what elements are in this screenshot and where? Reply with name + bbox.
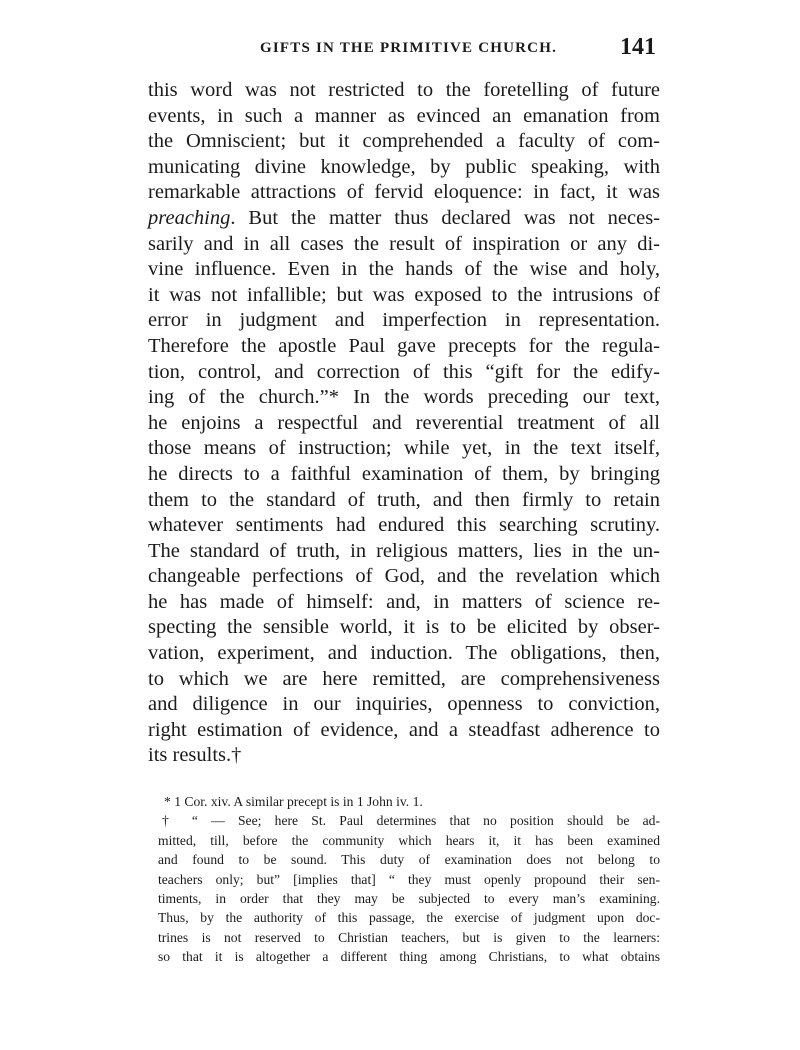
text-line: changeable perfections of God, and the revelation which [148, 565, 660, 588]
text-line: remarkable attractions of fervid eloquence: in fact, it was [148, 181, 660, 204]
body-text [148, 78, 660, 769]
footnote-line: Thus, by the authority of this passage, the exercise of judgment upon doc- [158, 910, 660, 926]
text-line: sarily and in all cases the result of inspiration or any di- [148, 232, 660, 255]
text-line: vine influence. Even in the hands of the wise and holy, [148, 258, 660, 281]
footnote-line: and found to be sound. This duty of examination does not belong to [158, 852, 660, 868]
footnote-line: † “ — See; here St. Paul determines that no position should be ad- [162, 813, 660, 829]
text-line: and diligence in our inquiries, openness to conviction, [148, 693, 660, 716]
text-line: he directs to a faithful examination of them, by bringing [148, 462, 660, 485]
text-line: events, in such a manner as evinced an emanation from [148, 104, 660, 127]
footnote-line: so that it is altogether a different thing among Christians, to what obtains [158, 949, 660, 965]
text-line: error in judgment and imperfection in representation. [148, 309, 660, 332]
text-line: ing of the church.”* In the words preceding our text, [148, 386, 660, 409]
footnote-line: * 1 Cor. xiv. A similar precept is in 1 John iv. 1. [164, 794, 423, 809]
text-line: tion, control, and correction of this “gift for the edify- [148, 360, 660, 383]
text-line: the Omniscient; but it comprehended a faculty of com- [148, 130, 660, 153]
footnote-line: trines is not reserved to Christian teachers, but is given to the learners: [158, 929, 660, 945]
text-line: preaching. But the matter thus declared was not neces- [148, 206, 660, 229]
running-head [148, 34, 660, 64]
text-line: right estimation of evidence, and a steadfast adherence to [148, 718, 660, 741]
text-line: he enjoins a respectful and reverential treatment of all [148, 411, 660, 434]
running-title: GIFTS IN THE PRIMITIVE CHURCH. [260, 40, 558, 56]
text-line: Therefore the apostle Paul gave precepts for the regula- [148, 334, 660, 357]
text-line: municating divine knowledge, by public speaking, with [148, 155, 660, 178]
italic-word: preaching [148, 206, 231, 229]
footnote-line: mitted, till, before the community which hears it, it has been examined [158, 832, 660, 848]
text-line: specting the sensible world, it is to be elicited by obser- [148, 616, 660, 639]
text-line: The standard of truth, in religious matters, lies in the un- [148, 539, 660, 562]
text-line: to which we are here remitted, are comprehensiveness [148, 667, 660, 690]
text-line: this word was not restricted to the foretelling of future [148, 79, 660, 101]
text-line: it was not infallible; but was exposed to the intrusions of [148, 283, 660, 306]
footnote-line: teachers only; but” [implies that] “ they must openly propound their sen- [158, 871, 660, 887]
footnotes [158, 792, 660, 967]
text-line: vation, experiment, and induction. The obligations, then, [148, 642, 660, 665]
text-line: whatever sentiments had endured this searching scrutiny. [148, 514, 660, 537]
text-line: he has made of himself: and, in matters of science re- [148, 590, 660, 613]
text-line: those means of instruction; while yet, in the text itself, [148, 437, 660, 460]
text-line: them to the standard of truth, and then firmly to retain [148, 488, 660, 511]
page-number: 141 [620, 34, 656, 60]
footnote-line: timents, in order that they may be subjected to every man’s examining. [158, 890, 660, 906]
text-line: its results.† [148, 744, 242, 767]
